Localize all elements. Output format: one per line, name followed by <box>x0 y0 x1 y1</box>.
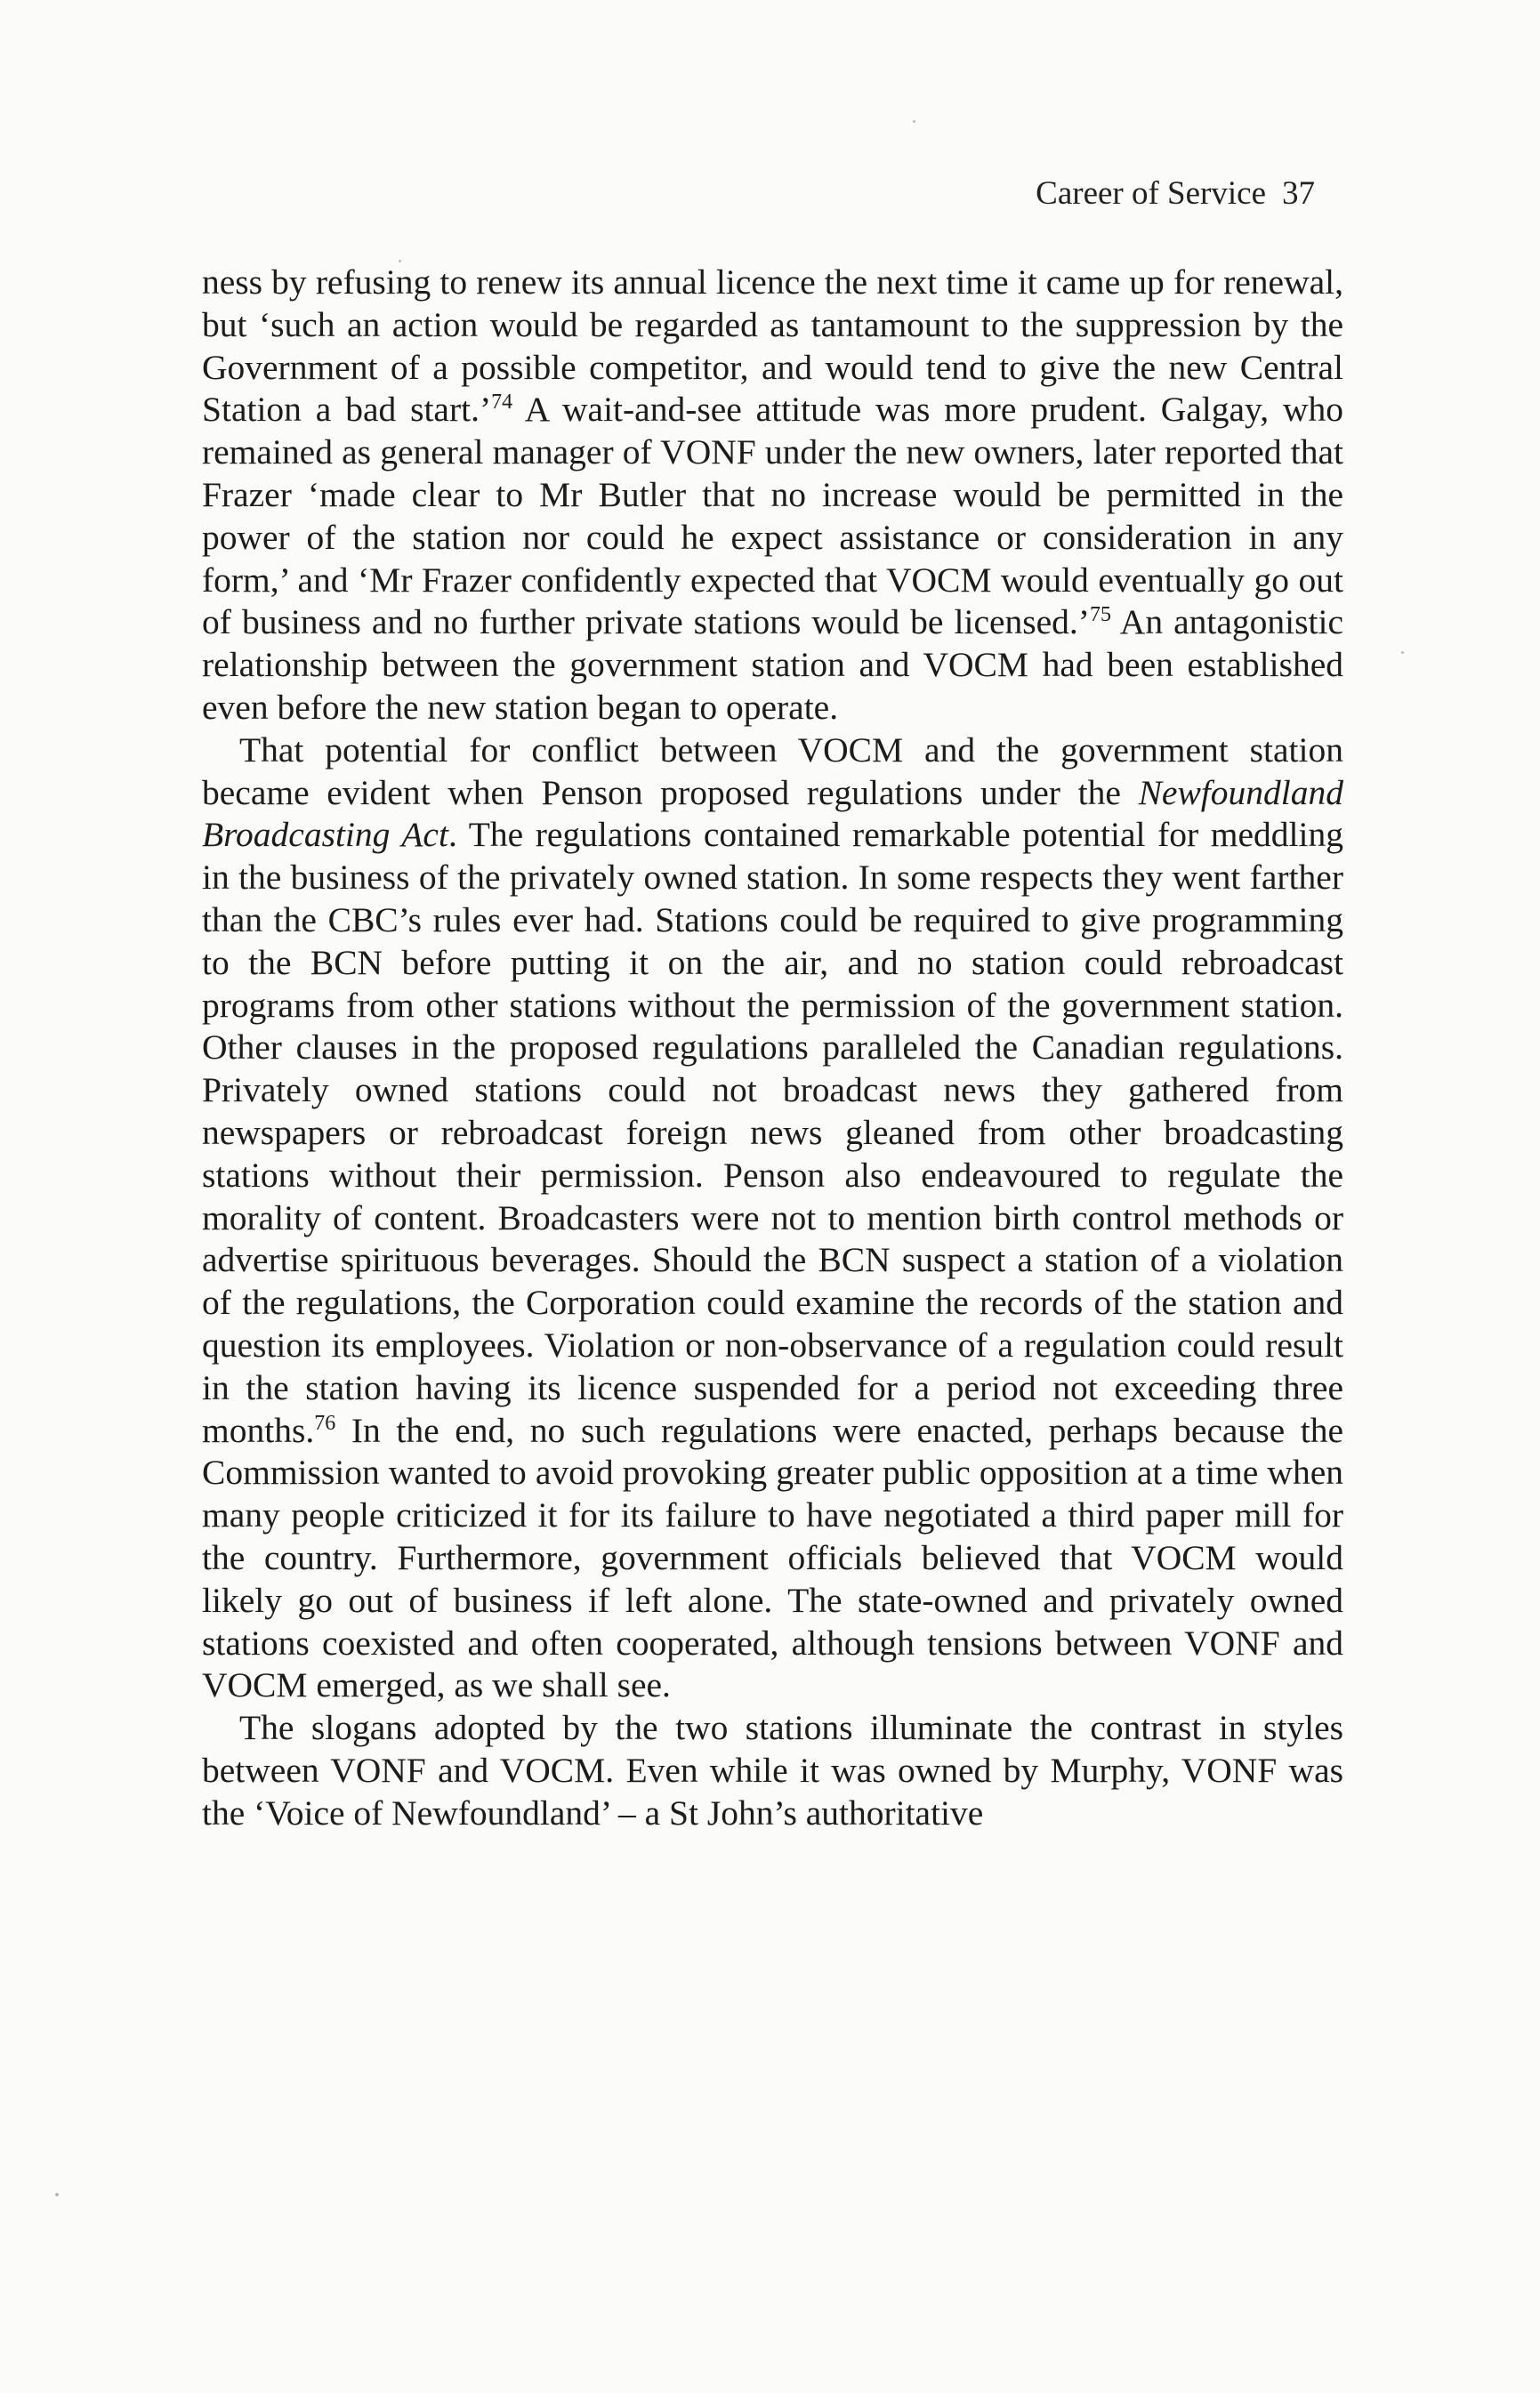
text-run: That potential for conflict between VOCM and the government station became evident when Penson proposed regulations under the <box>202 729 1343 812</box>
body-text <box>202 262 1343 1834</box>
text-run: In the end, no such regulations were enacted, perhaps because the Commission wanted to avoid provoking greater public opposition at a time when many people criticized it for its failure to have negotiated a third paper mill for the country. Furthermore, government officials believed that VOCM would likely go out of business if left alone. The state-owned and privately owned stations coexisted and often cooperated, although tensions between VONF and VOCM emerged, as we shall see. <box>202 1410 1343 1705</box>
text-run: A wait-and-see attitude was more prudent. Galgay, who remained as general manager of VONF under the new owners, later reported that Frazer ‘made clear to Mr Butler that no increase would be permitted in the power of the station nor could he expect assistance or consideration in any form,’ and ‘Mr Frazer confidently expected that VOCM would eventually go out of business and no further private stations would be licensed.’ <box>202 390 1343 642</box>
scan-speck <box>913 120 915 123</box>
scan-speck <box>1401 651 1404 654</box>
scan-speck <box>55 2193 59 2196</box>
running-head <box>1036 174 1315 214</box>
footnote-marker: 74 <box>491 391 513 415</box>
text-run: An antagonistic relationship between the government station and VOCM had been established even before the new station began to operate. <box>202 602 1343 727</box>
footnote-marker: 75 <box>1089 603 1111 627</box>
paragraph <box>202 262 1343 729</box>
text-run: ness by refusing to renew its annual licence the next time it came up for renewal, but ‘such an action would be regarded as tantamount to the suppression by the Government of a possible competitor, and would tend to give the new Central Station a bad start.’ <box>202 262 1343 430</box>
paragraph <box>202 1707 1343 1834</box>
page-number: 37 <box>1282 175 1315 212</box>
text-run: The slogans adopted by the two stations illuminate the contrast in styles between VONF and VOCM. Even while it was owned by Murphy, VONF was the ‘Voice of Newfoundland’ – a St John’s authoritative <box>202 1708 1343 1833</box>
paragraph <box>202 729 1343 1707</box>
running-head-title: Career of Service <box>1036 175 1266 212</box>
footnote-marker: 76 <box>314 1411 336 1435</box>
italic-title: Newfoundland Broadcasting Act <box>202 772 1343 855</box>
text-run: . The regulations contained remarkable potential for meddling in the business of the privately owned station. In some respects they went farther than the CBC’s rules ever had. Stations could be required to give programming to the BCN before putting it on the air, and no station could rebroadcast programs from other stations without the permission of the government station. Other clauses in the proposed regulations paralleled the Canadian regulations. Privately owned stations could not broadcast news they gathered from newspapers or rebroadcast foreign news gleaned from other broadcasting stations without their permission. Penson also endeavoured to regulate the morality of content. Broadcasters were not to mention birth control methods or advertise spirituous beverages. Should the BCN suspect a station of a violation of the regulations, the Corporation could examine the records of the station and question its employees. Violation or non-observance of a regulation could result in the station having its licence suspended for a period not exceeding three months. <box>202 815 1343 1450</box>
